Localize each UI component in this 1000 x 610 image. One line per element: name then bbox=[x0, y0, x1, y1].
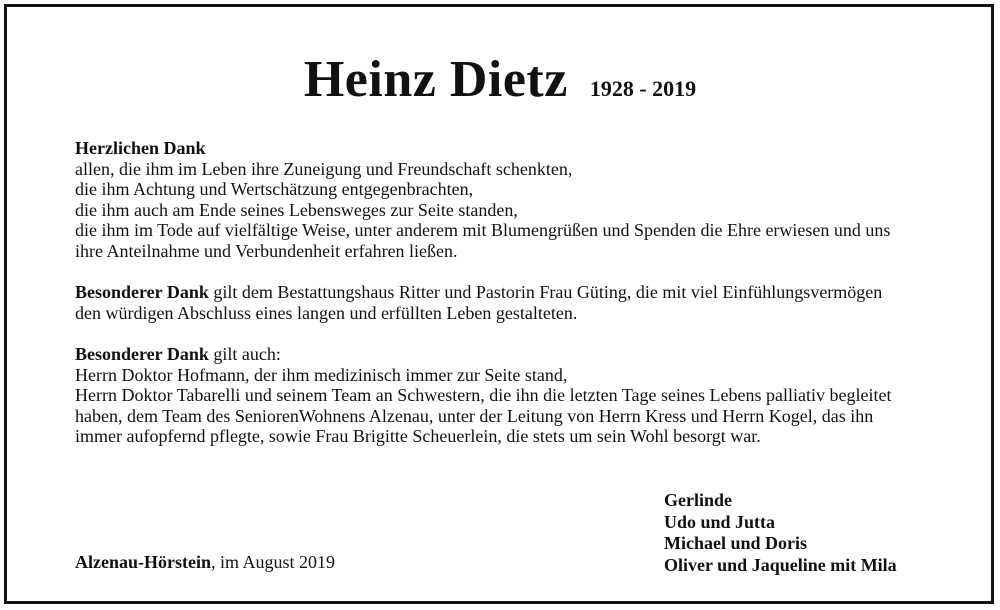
title-row bbox=[0, 50, 1000, 109]
signer-name: Udo und Jutta bbox=[664, 511, 776, 532]
special-thanks-text: gilt auch: bbox=[208, 343, 281, 364]
life-dates: 1928 - 2019 bbox=[589, 76, 697, 101]
thanks-line: ihre Anteilnahme und Verbundenheit erfahren ließen. bbox=[75, 240, 458, 261]
signers-list bbox=[664, 490, 897, 576]
thanks-line: die ihm Achtung und Wertschätzung entgegenbrachten, bbox=[75, 179, 474, 200]
special-thanks-line: Herrn Doktor Hofmann, der ihm medizinisch immer zur Seite stand, bbox=[75, 364, 568, 385]
place-date bbox=[75, 552, 335, 573]
special-thanks-line bbox=[75, 344, 945, 365]
special-thanks-line bbox=[75, 282, 945, 303]
special-thanks-care-paragraph bbox=[75, 344, 945, 447]
signer-name: Oliver und Jaqueline mit Mila bbox=[664, 554, 897, 575]
thanks-paragraph bbox=[75, 138, 945, 262]
special-thanks-line: immer aufopfernd pflegte, sowie Frau Brigitte Scheuerlein, die stets um sein Wohl besorgt war. bbox=[75, 426, 761, 447]
place-town: Alzenau-Hörstein bbox=[75, 552, 211, 572]
signer-name: Gerlinde bbox=[664, 490, 732, 510]
notice-body bbox=[75, 138, 945, 468]
thanks-heading: Herzlichen Dank bbox=[75, 138, 206, 158]
special-thanks-heading: Besonderer Dank bbox=[75, 282, 209, 303]
deceased-name: Heinz Dietz bbox=[303, 51, 568, 108]
place-date-text: , im August 2019 bbox=[210, 552, 335, 572]
special-thanks-heading: Besonderer Dank bbox=[75, 343, 209, 364]
special-thanks-text: gilt dem Bestattungshaus Ritter und Pastorin Frau Güting, die mit viel Einfühlungsvermögen bbox=[208, 282, 883, 303]
special-thanks-line: haben, dem Team des SeniorenWohnens Alzenau, unter der Leitung von Herrn Kress und Herrn Kogel, das ihn bbox=[75, 405, 874, 426]
special-thanks-funeral-paragraph bbox=[75, 282, 945, 323]
thanks-line: die ihm im Tode auf vielfältige Weise, unter anderem mit Blumengrüßen und Spenden die Ehre erwiesen und uns bbox=[75, 220, 891, 241]
thanks-line: die ihm auch am Ende seines Lebensweges zur Seite standen, bbox=[75, 199, 518, 220]
thanks-line: allen, die ihm im Leben ihre Zuneigung und Freundschaft schenkten, bbox=[75, 158, 573, 179]
special-thanks-line: den würdigen Abschluss eines langen und erfüllten Leben gestalteten. bbox=[75, 302, 578, 323]
special-thanks-line: Herrn Doktor Tabarelli und seinem Team an Schwestern, die ihn die letzten Tage seines Lebens palliativ begleitet bbox=[75, 385, 892, 406]
signer-name: Michael und Doris bbox=[664, 533, 808, 553]
